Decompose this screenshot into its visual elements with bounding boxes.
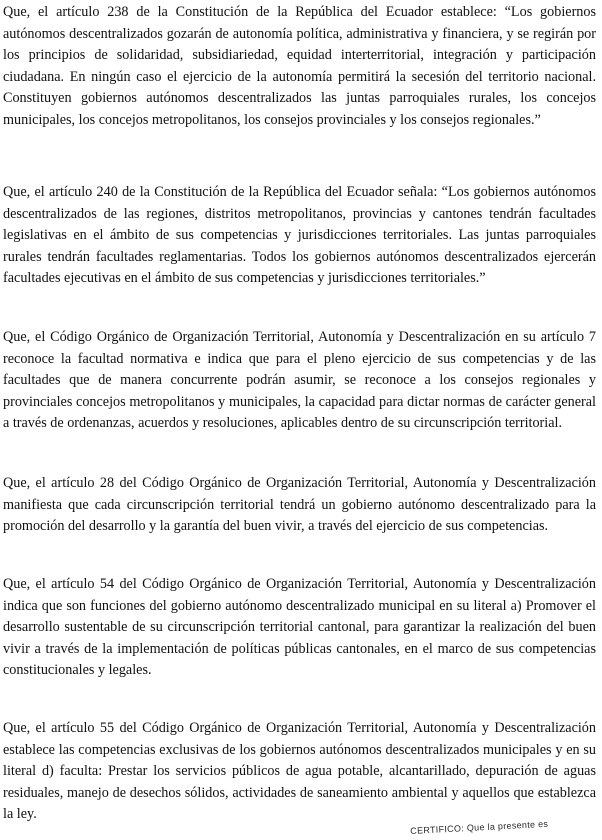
paragraph-article-240: Que, el artículo 240 de la Constitución de la República del Ecuador señala: “Los gobiernos autónomos descentralizados de las regiones, distritos metropolitanos, provincias y cantones tendrán facultades legislativas en el ámbito de sus competencias y jurisdicciones territoriales. Las juntas parroquiales rurales tendrán facultades reglamentarias. Todos los gobiernos autónomos descentralizados ejercerán facultades ejecutivas en el ámbito de sus competencias y jurisdicciones territoriales.” [3, 184, 596, 287]
paragraph-article-55: Que, el artículo 55 del Código Orgánico de Organización Territorial, Autonomía y Descentralización establece las competencias exclusivas de los gobiernos autónomos descentralizados municipales y en su literal d) faculta: Prestar los servicios públicos de agua potable, alcantarillado, depuración de aguas residuales, manejo de desechos sólidos, actividades de saneamiento ambiental y aquellos que establezca la ley. [3, 720, 596, 823]
paragraph-article-54: Que, el artículo 54 del Código Orgánico de Organización Territorial, Autonomía y Descentralización indica que son funciones del gobierno autónomo descentralizado municipal en su literal a) Promover el desarrollo sustentable de su circunscripción territorial cantonal, para garantizar la realización del buen vivir a través de la implementación de políticas públicas cantonales, en el marco de sus competencias constitucionales y legales. [3, 576, 596, 679]
paragraph-article-238: Que, el artículo 238 de la Constitución de la República del Ecuador establece: “Los gobiernos autónomos descentralizados gozarán de autonomía política, administrativa y financiera, y se regirán por los principios de solidaridad, subsidiariedad, equidad interterritorial, integración y participación ciudadana. En ningún caso el ejercicio de la autonomía permitirá la secesión del territorio nacional. Constituyen gobiernos autónomos descentralizados las juntas parroquiales rurales, los concejos municipales, los concejos metropolitanos, los consejos provinciales y los consejos regionales.” [3, 4, 596, 128]
paragraph-article-7: Que, el Código Orgánico de Organización Territorial, Autonomía y Descentralización en su artículo 7 reconoce la facultad normativa e indica que para el pleno ejercicio de sus competencias y de las facultades que de manera concurrente podrán asumir, se reconoce a los consejos regionales y provinciales concejos metropolitanos y municipales, la capacidad para dictar normas de carácter general a través de ordenanzas, acuerdos y resoluciones, aplicables dentro de su circunscripción territorial. [3, 329, 596, 432]
certification-stamp: CERTIFICO: Que la presente es [410, 818, 549, 836]
paragraph-article-28: Que, el artículo 28 del Código Orgánico de Organización Territorial, Autonomía y Descentralización manifiesta que cada circunscripción territorial tendrá un gobierno autónomo descentralizado para la promoción del desarrollo y la garantía del buen vivir, a través del ejercicio de sus competencias. [3, 475, 596, 535]
